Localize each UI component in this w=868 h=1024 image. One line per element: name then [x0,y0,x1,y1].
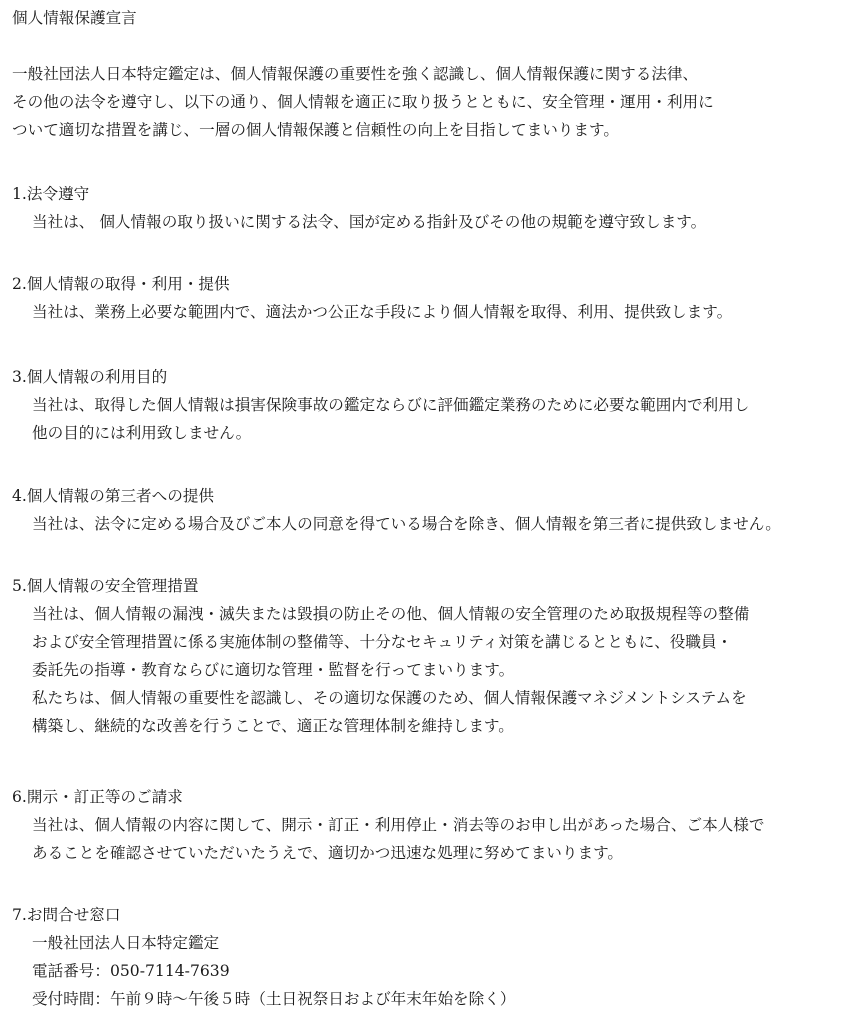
intro-line: 一般社団法人日本特定鑑定は、個人情報保護の重要性を強く認識し、個人情報保護に関する法律、 [12,65,699,83]
section-text: および安全管理措置に係る実施体制の整備等、十分なセキュリティ対策を講じるとともに、役職員・ [32,633,733,651]
section-text: 当社は、法令に定める場合及びご本人の同意を得ている場合を除き、個人情報を第三者に提供致しません。 [32,515,781,533]
section-text: あることを確認させていただいたうえで、適切かつ迅速な処理に努めてまいります。 [32,844,624,862]
section-heading: 2.個人情報の取得・利用・提供 [12,275,230,293]
section-text: 当社は、取得した個人情報は損害保険事故の鑑定ならびに評価鑑定業務のために必要な範囲内で利用し [32,396,750,414]
section-purpose-of-use [12,363,749,447]
section-text: 構築し、継続的な改善を行うことで、適正な管理体制を維持します。 [32,717,514,735]
section-heading: 4.個人情報の第三者への提供 [12,487,215,505]
section-disclosure-requests [12,783,764,867]
page-title: 個人情報保護宣言 [12,9,137,27]
section-heading: 3.個人情報の利用目的 [12,368,168,386]
section-security-measures [12,572,749,740]
section-third-party [12,482,781,538]
section-text: 他の目的には利用致しません。 [32,424,252,442]
section-text: 当社は、業務上必要な範囲内で、適法かつ公正な手段により個人情報を取得、利用、提供致します。 [32,303,733,321]
contact-hours: 受付時間：午前９時〜午後５時（土日祝祭日および年末年始を除く） [32,990,516,1008]
section-legal-compliance [12,180,706,236]
intro-paragraph [12,60,714,144]
section-text: 当社は、個人情報の漏洩・滅失または毀損の防止その他、個人情報の安全管理のため取扱規程等の整備 [32,605,750,623]
contact-organization: 一般社団法人日本特定鑑定 [32,934,220,952]
section-text: 委託先の指導・教育ならびに適切な管理・監督を行ってまいります。 [32,661,515,679]
section-heading: 1.法令遵守 [12,185,90,203]
section-text: 当社は、 個人情報の取り扱いに関する法令、国が定める指針及びその他の規範を遵守致します。 [32,213,707,231]
section-contact [12,901,515,1013]
contact-phone: 電話番号：050-7114-7639 [32,962,230,980]
intro-line: ついて適切な措置を講じ、一層の個人情報保護と信頼性の向上を目指してまいります。 [12,121,619,139]
section-acquisition-use [12,270,732,326]
section-heading: 7.お問合せ窓口 [12,906,121,924]
section-text: 私たちは、個人情報の重要性を認識し、その適切な保護のため、個人情報保護マネジメントシステムを [32,689,747,707]
section-text: 当社は、個人情報の内容に関して、開示・訂正・利用停止・消去等のお申し出があった場合、ご本人様で [32,816,765,834]
section-heading: 6.開示・訂正等のご請求 [12,788,183,806]
intro-line: その他の法令を遵守し、以下の通り、個人情報を適正に取り扱うとともに、安全管理・運用・利用に [12,93,714,111]
section-heading: 5.個人情報の安全管理措置 [12,577,199,595]
